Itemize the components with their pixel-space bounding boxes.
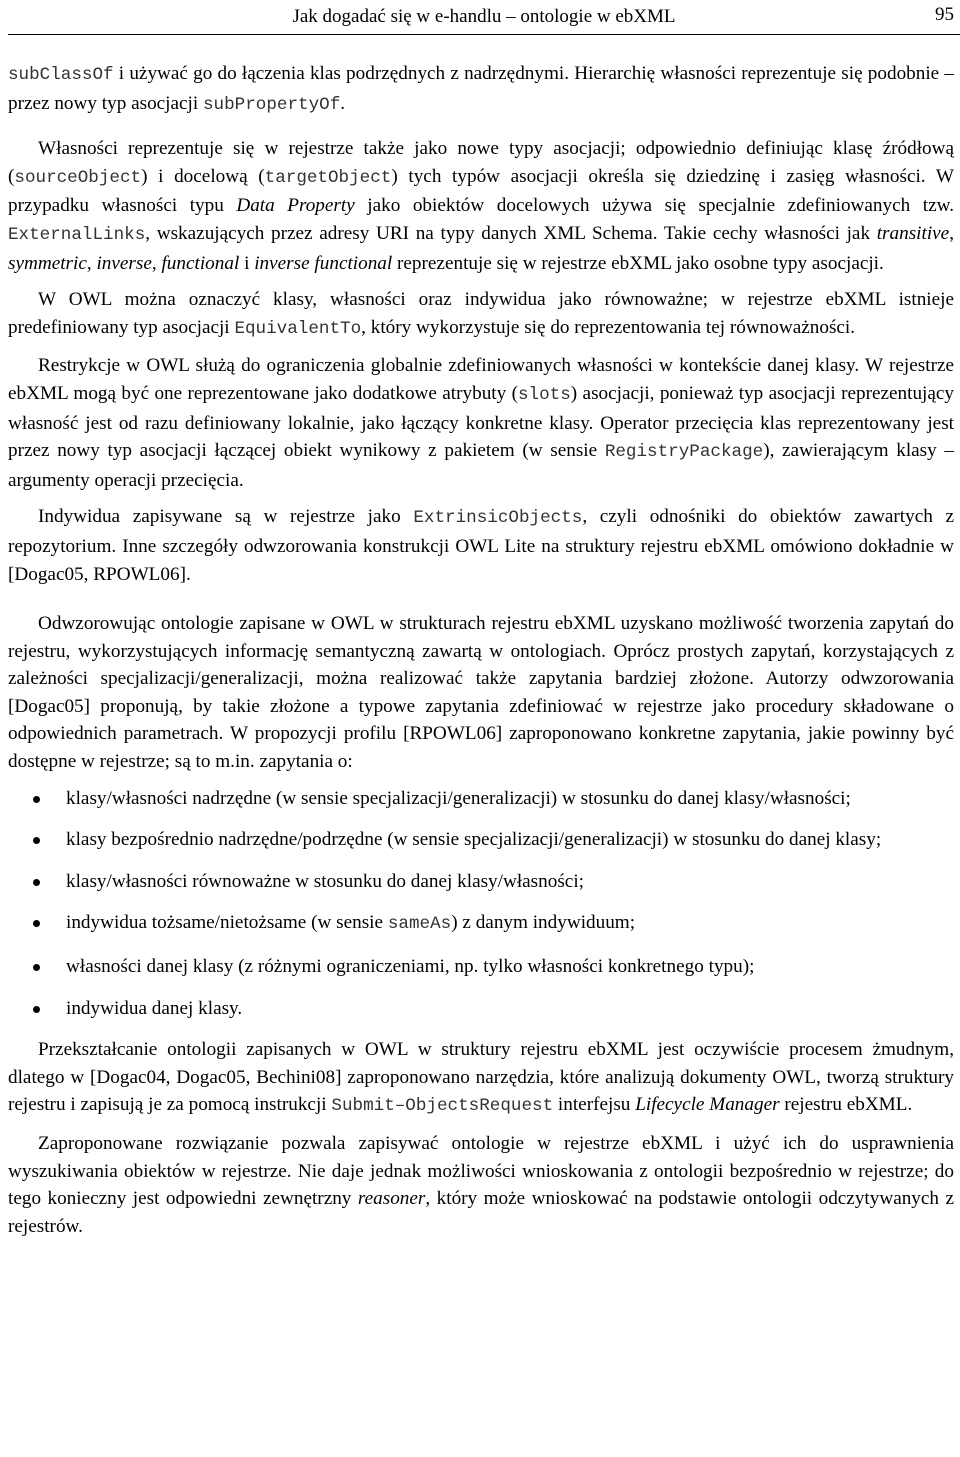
list-item: klasy/własności równoważne w stosunku do danej klasy/własności;: [8, 868, 954, 896]
code-term: EquivalentTo: [234, 318, 362, 339]
page-body: [8, 60, 954, 1249]
running-title: Jak dogadać się w e-handlu – ontologie w ebXML: [292, 6, 676, 27]
bullet-icon: [33, 920, 40, 927]
code-term: RegistryPackage: [604, 442, 764, 463]
paragraph-8: Zaproponowane rozwiązanie pozwala zapisywać ontologie w rejestrze ebXML i użyć ich do usprawnienia wyszukiwania obiektów w rejestrze. Nie daje jednak możliwości wnioskowania z ontologii bezpośrednio w rejestrze; do tego konieczny jest odpowiedni zewnętrzny reasoner, który może wnioskować na podstawie ontologii odczytywanych z rejestrów.: [8, 1133, 954, 1237]
bullet-icon: [33, 964, 40, 971]
bullet-icon: [33, 1006, 40, 1013]
italic-term: Data Property: [236, 195, 355, 217]
list-item: klasy bezpośrednio nadrzędne/podrzędne (w sensie specjalizacji/generalizacji) w stosunku do danej klasy;: [8, 826, 954, 854]
paragraph-2: Własności reprezentuje się w rejestrze także jako nowe typy asocjacji; odpowiednio definiując klasę źródłową (sourceObject) i docelową (targetObject) tych typów asocjacji określa się dziedzinę i zasięg własności. W przypadku własności typu Data Property jako obiektów docelowych używa się specjalnie zdefiniowanych tzw. ExternalLinks, wskazujących przez adresy URI na typy danych XML Schema. Takie cechy własności jak transitive, symmetric, inverse, functional i inverse functional reprezentuje się w rejestrze ebXML jako osobne typy asocjacji.: [8, 138, 954, 274]
italic-term: reasoner: [357, 1188, 426, 1210]
paragraph-3: W OWL można oznaczyć klasy, własności oraz indywidua jako równoważne; w rejestrze ebXML istnieje predefiniowany typ asocjacji EquivalentTo, który wykorzystuje się do reprezentowania tej równoważności.: [8, 289, 954, 339]
paragraph-7: Przekształcanie ontologii zapisanych w OWL w struktury rejestru ebXML jest oczywiście procesem żmudnym, dlatego w [Dogac04, Dogac05, Bechini08] zaproponowano narzędzia, które analizują dokumenty OWL, tworzą struktury rejestru i zapisują je za pomocą instrukcji Submit–ObjectsRequest interfejsu Lifecycle Manager rejestru ebXML.: [8, 1039, 954, 1117]
paragraph-5: Indywidua zapisywane są w rejestrze jako ExtrinsicObjects, czyli odnośniki do obiektów zawartych z repozytorium. Inne szczegóły odwzorowania konstrukcji OWL Lite na struktury rejestru ebXML omówiono dokładnie w [Dogac05, RPOWL06].: [8, 506, 954, 585]
page-number: 95: [935, 4, 954, 25]
code-term: ExternalLinks: [8, 224, 146, 245]
code-term: slots: [518, 384, 571, 405]
code-term: targetObject: [264, 167, 392, 188]
italic-term: inverse: [96, 252, 152, 274]
code-term: sameAs: [387, 914, 452, 935]
code-term: subPropertyOf: [203, 94, 341, 115]
paragraph-6: Odwzorowując ontologie zapisane w OWL w strukturach rejestru ebXML uzyskano możliwość tworzenia zapytań do rejestru, wykorzystujących informację semantyczną zawartą w ontologiach. Oprócz prostych zapytań, korzystających z zależności specjalizacji/generalizacji, można realizować także zapytania bardziej złożone. Autorzy odwzorowania [Dogac05] proponują, by takie złożone a typowe zapytania zdefiniować w rejestrze jako procedury składowane o odpowiednich parametrach. W propozycji profilu [RPOWL06] zaproponowano konkretne zapytania, jakie powinny być dostępne w rejestrze; są to m.in. zapytania o:: [8, 613, 954, 773]
code-term: Submit–ObjectsRequest: [331, 1096, 554, 1117]
italic-term: functional: [161, 252, 240, 274]
code-term: subClassOf: [8, 65, 114, 85]
italic-term: symmetric: [8, 252, 87, 274]
code-term: sourceObject: [14, 167, 142, 188]
bullet-icon: [33, 837, 40, 844]
paragraph-1: subClassOf i używać go do łączenia klas podrzędnych z nadrzędnymi. Hierarchię własności reprezentuje się podobnie – przez nowy typ asocjacji subPropertyOf.: [8, 63, 954, 115]
list-item: indywidua danej klasy.: [8, 995, 954, 1023]
list-item: własności danej klasy (z różnymi ograniczeniami, np. tylko własności konkretnego typu);: [8, 953, 954, 981]
italic-term: inverse functional: [254, 252, 393, 274]
bullet-icon: [33, 879, 40, 886]
paragraph-4: Restrykcje w OWL służą do ograniczenia globalnie zdefiniowanych własności w kontekście danej klasy. W rejestrze ebXML mogą być one reprezentowane jako dodatkowe atrybuty (slots) asocjacji, ponieważ typ asocjacji reprezentujący własność jest od razu definiowany lokalnie, jako łączący konkretne klasy. Operator przecięcia klas reprezentowany jest przez nowy typ asocjacji łączącej obiekt wynikowy z pakietem (w sensie RegistryPackage), zawierającym klasy – argumenty operacji przecięcia.: [8, 355, 954, 491]
code-term: ExtrinsicObjects: [413, 508, 583, 529]
italic-term: transitive: [876, 222, 950, 244]
list-item: klasy/własności nadrzędne (w sensie specjalizacji/generalizacji) w stosunku do danej klasy/własności;: [8, 785, 954, 813]
list-item: indywidua tożsame/nietożsame (w sensie sameAs) z danym indywiduum;: [8, 909, 954, 939]
page-header: [8, 0, 960, 35]
italic-term: Lifecycle Manager: [635, 1094, 780, 1116]
bullet-list: [8, 785, 954, 1023]
bullet-icon: [33, 796, 40, 803]
